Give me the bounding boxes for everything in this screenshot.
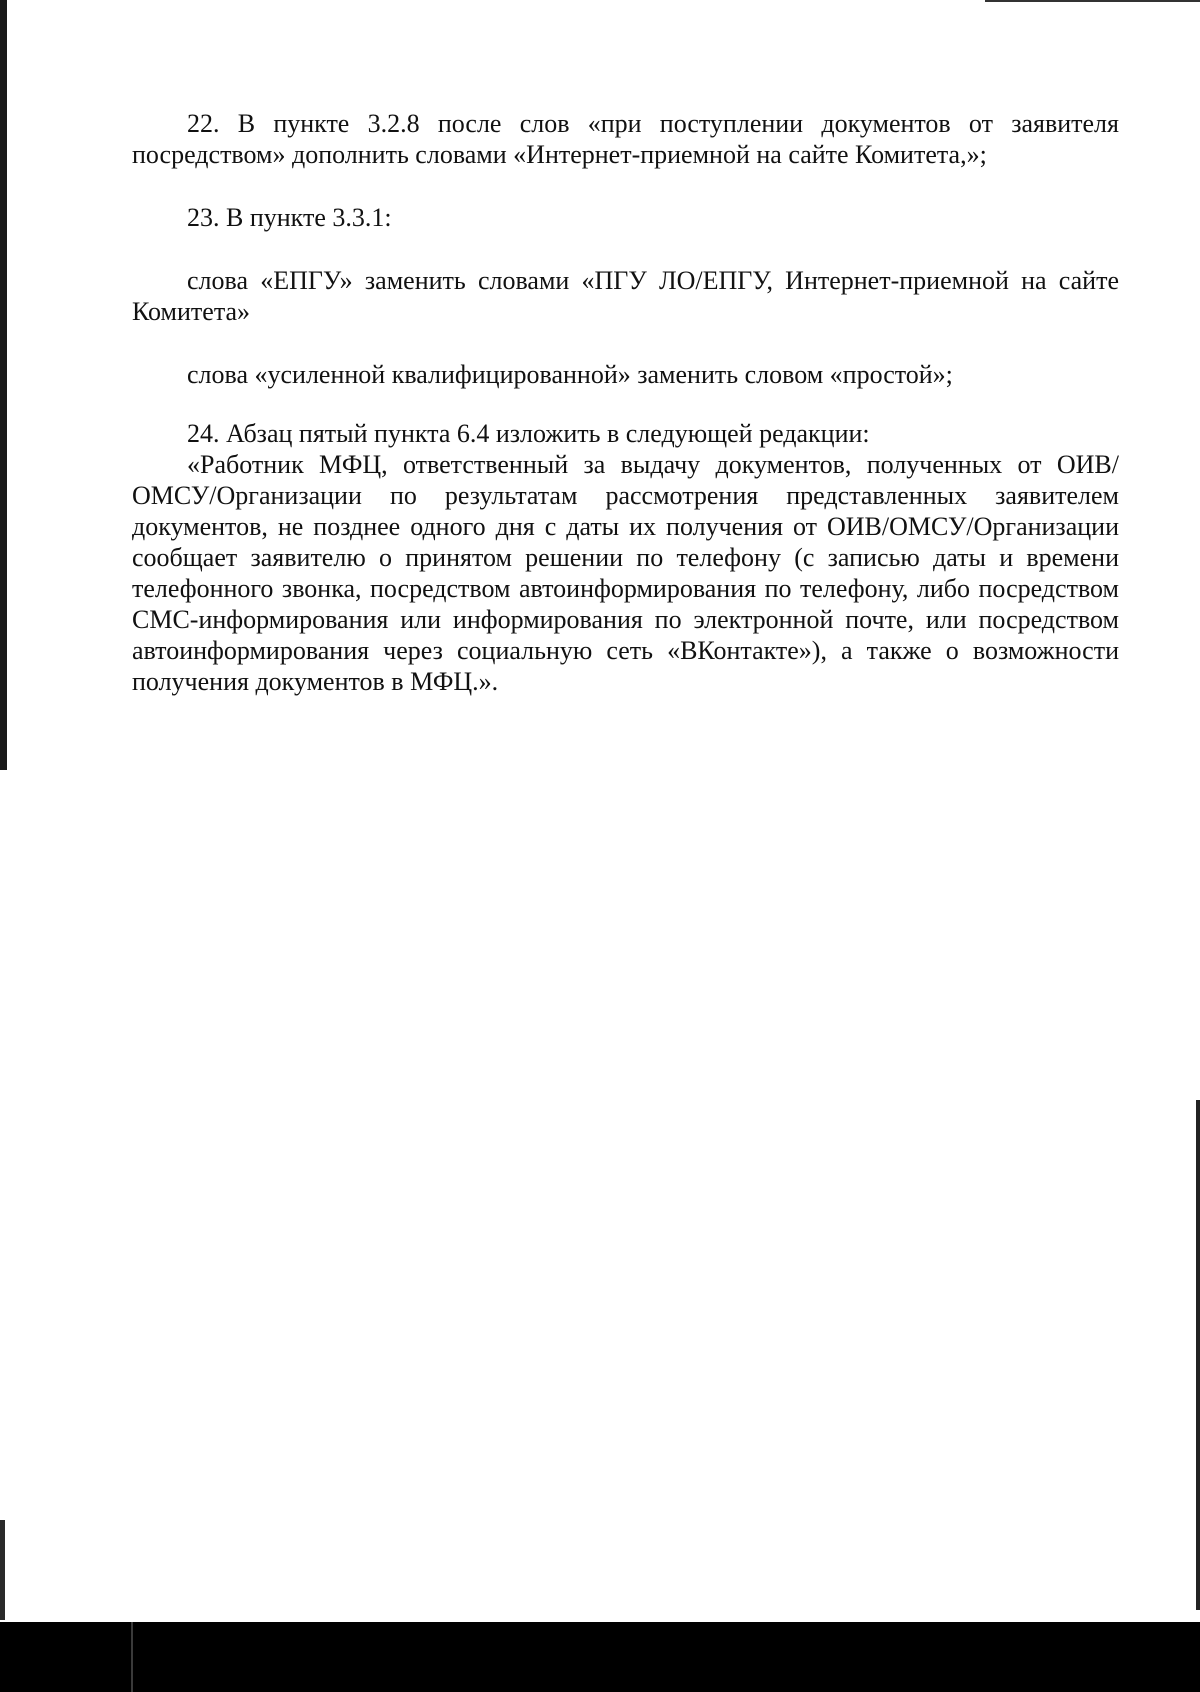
paragraph-item-23-replace-epgu: слова «ЕПГУ» заменить словами «ПГУ ЛО/ЕПГУ, Интернет-приемной на сайте Комитета» bbox=[132, 266, 1119, 326]
spacer bbox=[132, 233, 1119, 265]
scan-left-edge-lower bbox=[0, 1520, 5, 1620]
paragraph-item-22: 22. В пункте 3.2.8 после слов «при поступлении документов от заявителя посредством» дополнить словами «Интернет-приемной на сайте Комитета,»; bbox=[132, 109, 1119, 169]
scan-right-edge bbox=[1196, 1100, 1200, 1610]
paragraph-item-23-heading: 23. В пункте 3.3.1: bbox=[187, 203, 392, 232]
document-page bbox=[132, 108, 1119, 697]
paragraph-item-24-heading: 24. Абзац пятый пункта 6.4 изложить в следующей редакции: bbox=[187, 419, 870, 448]
scan-top-edge bbox=[985, 0, 1200, 2]
scan-bottom-notch bbox=[131, 1622, 133, 1692]
paragraph-item-23-replace-signature: слова «усиленной квалифицированной» заменить словом «простой»; bbox=[187, 360, 953, 389]
spacer bbox=[132, 170, 1119, 202]
paragraph-item-24-text: «Работник МФЦ, ответственный за выдачу документов, полученных от ОИВ/ОМСУ/Организации по результатам рассмотрения представленных заявителем документов, не позднее одного дня с даты их получения от ОИВ/ОМСУ/Организации сообщает заявителю о принятом решении по телефону (с записью даты и времени телефонного звонка, посредством автоинформирования по телефону, либо посредством СМС-информирования или информирования по электронной почте, или посредством автоинформирования через социальную сеть «ВКонтакте»), а также о возможности получения документов в МФЦ.». bbox=[132, 450, 1119, 696]
scan-bottom-border bbox=[0, 1622, 1200, 1692]
spacer bbox=[132, 390, 1119, 418]
spacer bbox=[132, 327, 1119, 359]
scan-left-edge bbox=[0, 0, 7, 770]
